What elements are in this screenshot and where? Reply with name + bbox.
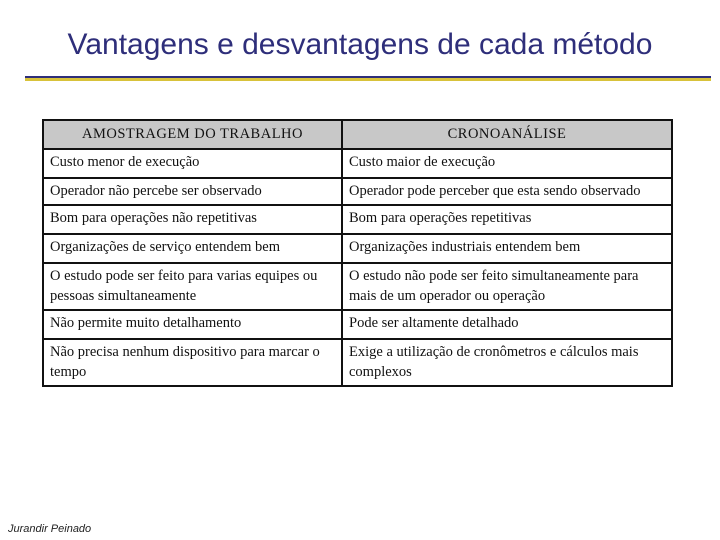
table-cell: Pode ser altamente detalhado xyxy=(342,310,672,339)
comparison-table xyxy=(42,119,673,387)
table-cell: Não permite muito detalhamento xyxy=(43,310,342,339)
table-cell: Custo menor de execução xyxy=(43,149,342,178)
table-cell: Organizações industriais entendem bem xyxy=(342,234,672,263)
title-divider-yellow xyxy=(25,78,711,81)
slide-title: Vantagens e desvantagens de cada método xyxy=(67,28,653,61)
table-row xyxy=(43,149,672,178)
table-cell: O estudo não pode ser feito simultaneamente para mais de um operador ou operação xyxy=(342,263,672,310)
table-cell: Operador pode perceber que esta sendo observado xyxy=(342,178,672,205)
table-row xyxy=(43,178,672,205)
table-row xyxy=(43,263,672,310)
author-footer: Jurandir Peinado xyxy=(8,523,92,535)
table-cell: Bom para operações repetitivas xyxy=(342,205,672,234)
table-cell: Organizações de serviço entendem bem xyxy=(43,234,342,263)
table-row xyxy=(43,339,672,386)
table-header-row xyxy=(43,120,672,149)
table-cell: Custo maior de execução xyxy=(342,149,672,178)
table-row xyxy=(43,234,672,263)
header-amostragem: AMOSTRAGEM DO TRABALHO xyxy=(43,120,342,149)
table-cell: Não precisa nenhum dispositivo para marcar o tempo xyxy=(43,339,342,386)
table-row xyxy=(43,310,672,339)
table-cell: Bom para operações não repetitivas xyxy=(43,205,342,234)
table-cell: Operador não percebe ser observado xyxy=(43,178,342,205)
header-cronoanalise: CRONOANÁLISE xyxy=(342,120,672,149)
table-cell: O estudo pode ser feito para varias equipes ou pessoas simultaneamente xyxy=(43,263,342,310)
table-row xyxy=(43,205,672,234)
table-cell: Exige a utilização de cronômetros e cálculos mais complexos xyxy=(342,339,672,386)
